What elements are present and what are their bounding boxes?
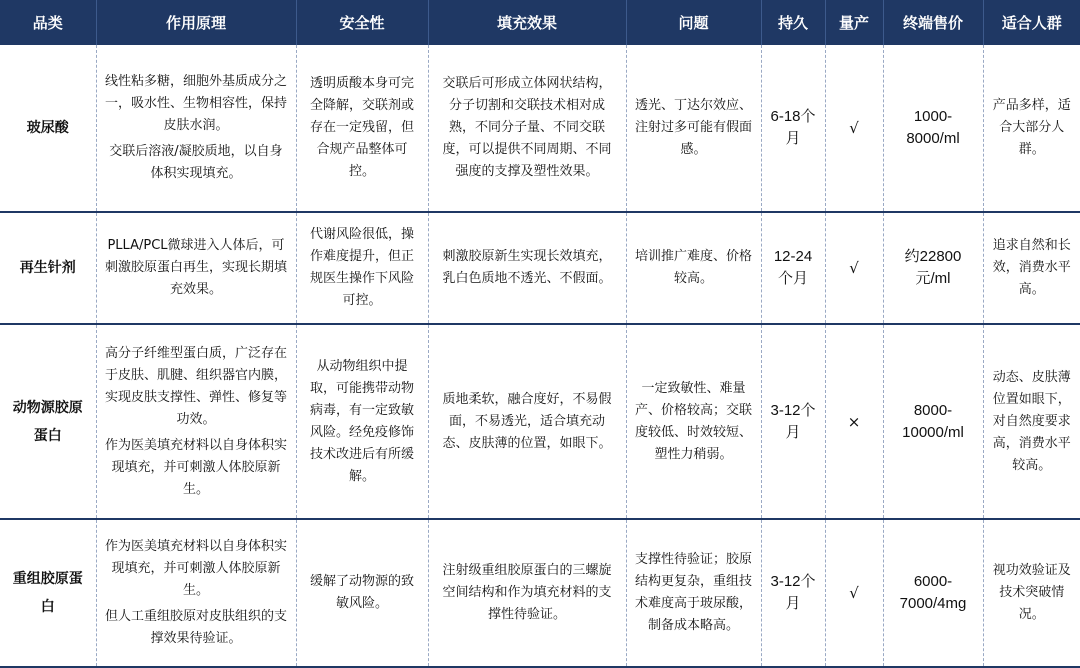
safety-cell: 代谢风险很低，操作难度提升，但正规医生操作下风险可控。 — [296, 212, 428, 324]
table-row — [0, 519, 1080, 667]
header-row — [0, 0, 1080, 45]
header-mass-production: 量产 — [825, 0, 883, 45]
principle-text: 作为医美填充材料以自身体积实现填充，并可刺激人体胶原新生。 — [104, 539, 287, 598]
safety-cell: 缓解了动物源的致敏风险。 — [296, 519, 428, 667]
category-cell: 重组胶原蛋白 — [0, 519, 96, 667]
price-cell: 1000-8000/ml — [883, 45, 983, 212]
effect-cell: 刺激胶原新生实现长效填充，乳白色质地不透光、不假面。 — [428, 212, 626, 324]
problem-cell: 一定致敏性、难量产、价格较高；交联度较低、时效较短、塑性力稍弱。 — [626, 324, 761, 519]
table-row — [0, 324, 1080, 519]
mass-production-cell: √ — [825, 45, 883, 212]
effect-cell: 注射级重组胶原蛋白的三螺旋空间结构和作为填充材料的支撑性待验证。 — [428, 519, 626, 667]
price-cell: 8000-10000/ml — [883, 324, 983, 519]
duration-cell: 12-24个月 — [761, 212, 825, 324]
duration-cell: 6-18个月 — [761, 45, 825, 212]
header-effect: 填充效果 — [428, 0, 626, 45]
principle-text: 交联后溶液/凝胶质地，以自身体积实现填充。 — [109, 144, 283, 181]
header-problem: 问题 — [626, 0, 761, 45]
category-cell: 再生针剂 — [0, 212, 96, 324]
header-principle: 作用原理 — [96, 0, 296, 45]
principle-text: 但人工重组胶原对皮肤组织的支撑效果待验证。 — [104, 609, 287, 646]
problem-cell: 培训推广难度、价格较高。 — [626, 212, 761, 324]
header-category: 品类 — [0, 0, 96, 45]
table-row — [0, 212, 1080, 324]
effect-cell: 质地柔软，融合度好，不易假面，不易透光，适合填充动态、皮肤薄的位置，如眼下。 — [428, 324, 626, 519]
audience-cell: 动态、皮肤薄位置如眼下，对自然度要求高，消费水平较高。 — [983, 324, 1080, 519]
principle-cell — [96, 45, 296, 212]
effect-cell: 交联后可形成立体网状结构，分子切割和交联技术相对成熟，不同分子量、不同交联度，可以提供不同周期、不同强度的支撑及塑性效果。 — [428, 45, 626, 212]
duration-cell: 3-12个月 — [761, 519, 825, 667]
audience-cell: 视功效验证及技术突破情况。 — [983, 519, 1080, 667]
table-row — [0, 45, 1080, 212]
mass-production-cell: √ — [825, 212, 883, 324]
principle-text: 高分子纤维型蛋白质，广泛存在于皮肤、肌腱、组织器官内膜，实现皮肤支撑性、弹性、修复等功效。 — [104, 345, 287, 427]
audience-cell: 追求自然和长效，消费水平高。 — [983, 212, 1080, 324]
price-cell: 6000-7000/4mg — [883, 519, 983, 667]
category-cell: 玻尿酸 — [0, 45, 96, 212]
principle-cell — [96, 519, 296, 667]
principle-cell — [96, 212, 296, 324]
safety-cell: 透明质酸本身可完全降解，交联剂或存在一定残留，但合规产品整体可控。 — [296, 45, 428, 212]
header-safety: 安全性 — [296, 0, 428, 45]
safety-cell: 从动物组织中提取，可能携带动物病毒，有一定致敏风险。经免疫修饰技术改进后有所缓解。 — [296, 324, 428, 519]
header-audience: 适合人群 — [983, 0, 1080, 45]
problem-cell: 透光、丁达尔效应、注射过多可能有假面感。 — [626, 45, 761, 212]
problem-cell: 支撑性待验证；胶原结构更复杂，重组技术难度高于玻尿酸，制备成本略高。 — [626, 519, 761, 667]
principle-text: PLLA/PCL微球进入人体后，可刺激胶原蛋白再生，实现长期填充效果。 — [104, 238, 287, 297]
duration-cell: 3-12个月 — [761, 324, 825, 519]
principle-text: 线性粘多糖，细胞外基质成分之一，吸水性、生物相容性，保持皮肤水润。 — [104, 74, 287, 133]
principle-cell — [96, 324, 296, 519]
mass-production-cell: √ — [825, 519, 883, 667]
category-cell: 动物源胶原蛋白 — [0, 324, 96, 519]
audience-cell: 产品多样，适合大部分人群。 — [983, 45, 1080, 212]
header-duration: 持久 — [761, 0, 825, 45]
header-price: 终端售价 — [883, 0, 983, 45]
mass-production-cell: × — [825, 324, 883, 519]
price-cell: 约22800元/ml — [883, 212, 983, 324]
principle-text: 作为医美填充材料以自身体积实现填充，并可刺激人体胶原新生。 — [104, 437, 287, 497]
